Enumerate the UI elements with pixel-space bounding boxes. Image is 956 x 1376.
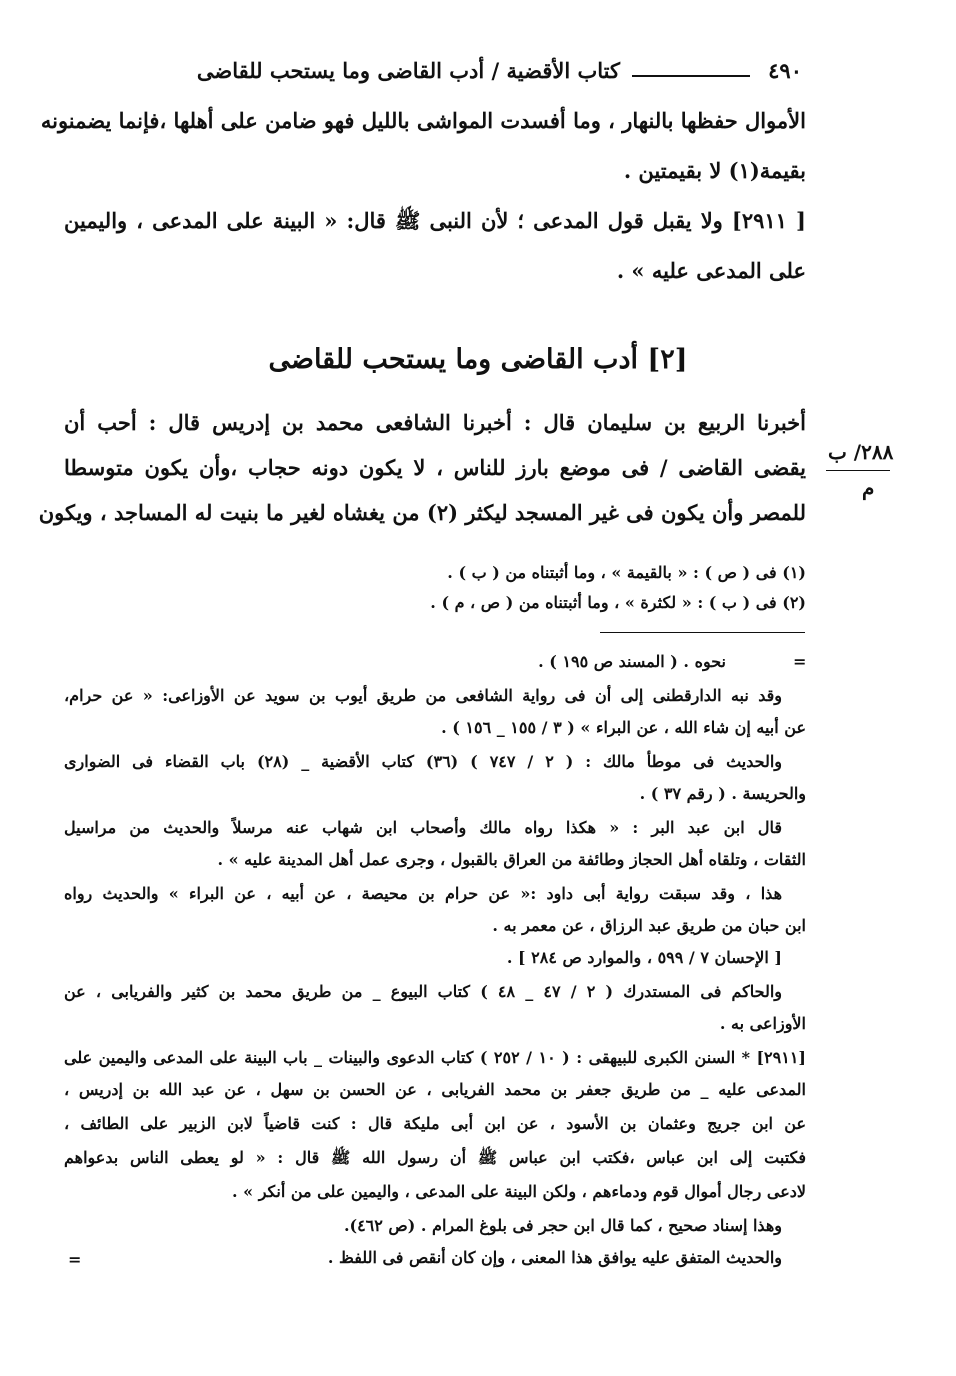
header-title: كتاب الأقضية / أدب القاضى وما يستحب للقاضى	[196, 58, 620, 83]
note-line: الأوزاعى به .	[719, 1014, 806, 1033]
note-line: الثقات ، وتلقاه أهل الحجاز وطائفة من العراق بالقبول ، وجرى عمل أهل المدينة عليه » .	[217, 850, 806, 869]
page-number: ٤٩٠	[768, 58, 802, 83]
note-line: المدعى عليه _ من طريق جعفر بن محمد الفريابى ، عن الحسن بن سهل ، عن عبد الله بن إدريس ،	[64, 1080, 806, 1099]
note-line: وقد نبه الدارقطنى إلى أن فى رواية الشافعى من طريق أيوب بن سويد عن الأوزاعى: « عن حرام،	[64, 686, 782, 705]
body-line: يقضى القاضى / فى موضع بارز للناس ، لا يكون دونه حجاب ،وأن يكون متوسطا	[64, 455, 806, 480]
margin-rule	[826, 470, 890, 471]
note-line: [٢٩١١] * السنن الكبرى للبيهقى : ( ١٠ / ٢٥٢ ) كتاب الدعوى والبينات _ باب البينة على المدعى واليمين على	[64, 1048, 806, 1067]
body-line: للمصر وأن يكون فى غير المسجد ليكثر (٢) من يغشاه لغير ما بنيت له المساجد ، ويكون	[38, 500, 806, 525]
note-line: نحوه . ( المسند ص ١٩٥ ) .	[538, 652, 726, 671]
body-line: أخبرنا الربيع بن سليمان قال : أخبرنا الشافعى محمد بن إدريس قال : أحب أن	[64, 410, 806, 435]
note-line: عن ابن جريج وعثمان بن الأسود ، عن ابن أبى مليكة قال : كنت قاضياً لابن الزبير على الطائف ،	[64, 1114, 806, 1133]
note-line: ابن حبان من طريق عبد الرزاق ، عن معمر به .	[492, 916, 806, 935]
footnote: (١) فى ( ص ) : « بالقيمة » ، وما أثبتناه من ( ب ) .	[447, 563, 806, 582]
note-line: [ الإحسان ٧ / ٥٩٩ ، والموارد ص ٢٨٤ ] .	[506, 948, 782, 967]
note-line: قال ابن عبد البر : « هكذا رواه مالك وأصحاب ابن شهاب عنه مرسلاً والحديث من مراسيل	[64, 818, 782, 837]
continuation-mark: =	[793, 652, 807, 671]
body-line: الأموال حفظها بالنهار ، وما أفسدت المواشى بالليل فهو ضامن على أهلها ،فإنما يضمنونه	[40, 108, 806, 133]
footnote-rule	[600, 632, 805, 633]
running-header	[62, 56, 802, 90]
note-line: عن أبيه إن شاء الله ، عن البراء » ( ٣ / ١٥٥ _ ١٥٦ ) .	[441, 718, 806, 737]
note-line: فكتبت إلى ابن عباس ،فكتب ابن عباس ﷺ أن رسول الله ﷺ قال : « لو يعطى الناس بدعواهم	[64, 1148, 806, 1167]
body-line: [ ٢٩١١] ولا يقبل قول المدعى ؛ لأن النبى ﷺ قال: « البينة على المدعى ، واليمين	[64, 208, 806, 233]
note-line: لادعى رجال أموال قوم ودماءهم ، ولكن البينة على المدعى ، واليمين على من أنكر » .	[231, 1182, 806, 1201]
footnote: (٢) فى ( ب ) : « لكثرة » ، وما أثبتناه من ( ص ، م ) .	[430, 593, 806, 612]
note-line: والحاكم فى المستدرك ( ٢ / ٤٧ _ ٤٨ ) كتاب البيوع _ من طريق محمد بن كثير والفريابى ، عن	[64, 982, 783, 1001]
note-line: والحريسة . ( رقم ٣٧ ) .	[639, 784, 806, 803]
body-line: بقيمة(١) لا بقيمتين .	[623, 158, 806, 183]
note-line: هذا ، وقد سبقت رواية أبى داود :« عن حرام بن محيصة ، عن أبيه ، عن البراء » والحديث رواه	[64, 884, 782, 903]
end-mark: =	[68, 1250, 82, 1269]
note-line: والحديث المتفق عليه يوافق هذا المعنى ، وإن كان أنقص فى اللفظ .	[327, 1248, 782, 1267]
margin-manuscript-sub: م	[862, 476, 875, 500]
margin-manuscript-ref: ٢٨٨/ ب	[828, 440, 894, 464]
note-line: والحديث فى موطأ مالك : ( ٢ / ٧٤٧ ) (٣٦) كتاب الأقضية _ (٢٨) باب القضاء فى الضوارى	[64, 752, 783, 771]
note-line: وهذا إسناد صحيح ، كما قال ابن حجر فى بلوغ المرام . (ص ٤٦٢).	[343, 1216, 782, 1235]
body-line: على المدعى عليه » .	[616, 258, 806, 283]
header-rule	[632, 75, 750, 77]
section-heading: [٢] أدب القاضى وما يستحب للقاضى	[268, 344, 688, 375]
